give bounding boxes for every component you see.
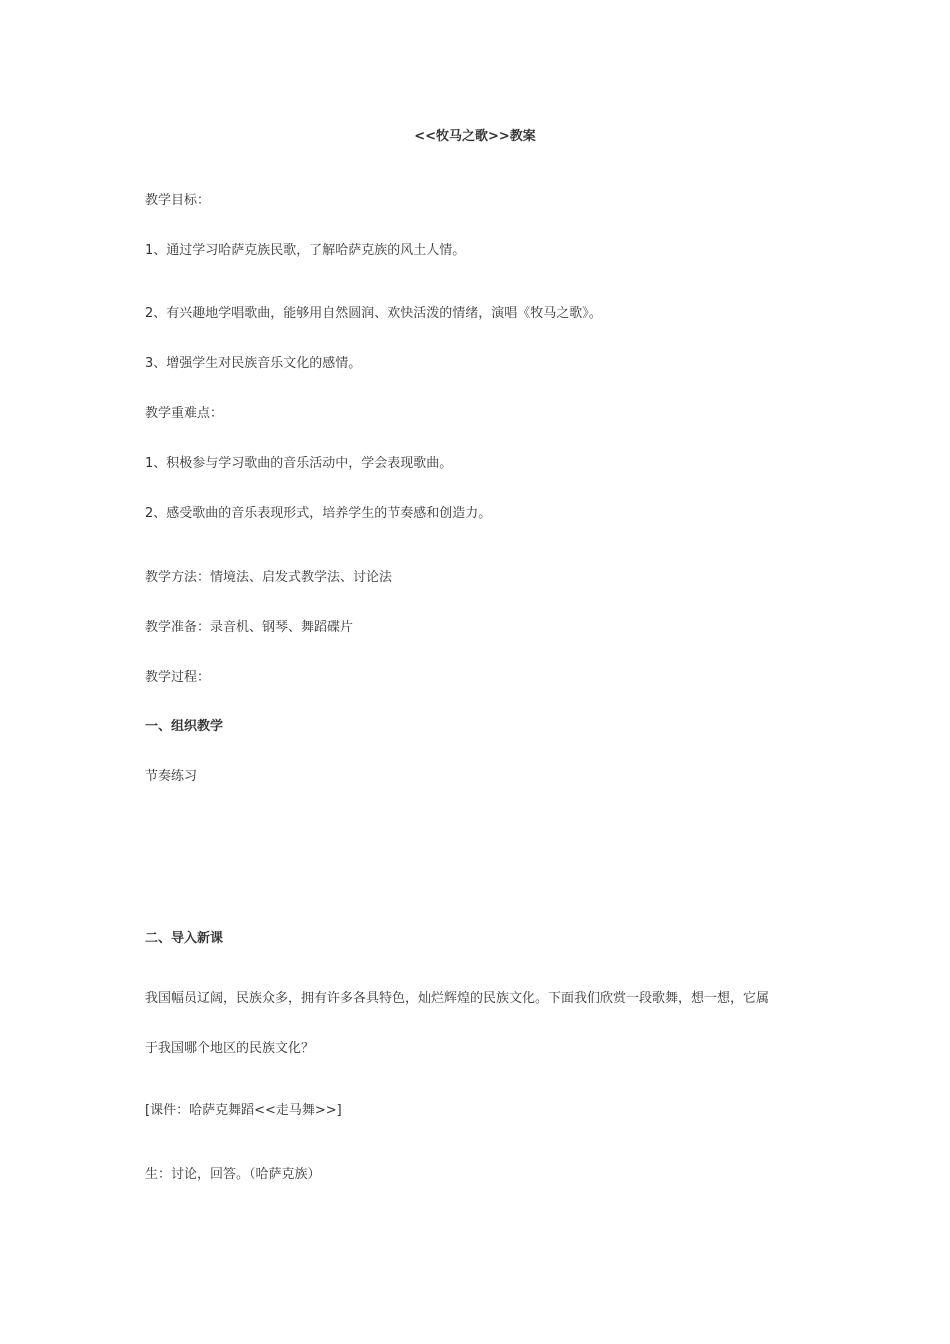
objective-item-1: 1、通过学习哈萨克族民歌，了解哈萨克族的风土人情。	[145, 243, 466, 258]
key-points-heading: 教学重难点：	[145, 406, 224, 421]
section-1-heading: 一、组织教学	[145, 719, 224, 734]
objective-item-2: 2、有兴趣地学唱歌曲，能够用自然圆润、欢快活泼的情绪，演唱《牧马之歌》。	[145, 306, 602, 321]
student-response: 生：讨论，回答。（哈萨克族）	[145, 1167, 321, 1182]
section-2-heading: 二、导入新课	[145, 931, 224, 946]
process-heading: 教学过程：	[145, 670, 211, 685]
document-title: <<牧马之歌>>教案	[414, 129, 536, 144]
section-2-paragraph-line-2: 于我国哪个地区的民族文化？	[145, 1041, 315, 1056]
key-point-item-2: 2、感受歌曲的音乐表现形式，培养学生的节奏感和创造力。	[145, 506, 492, 521]
section-1-text: 节奏练习	[145, 769, 198, 784]
key-point-item-1: 1、积极参与学习歌曲的音乐活动中，学会表现歌曲。	[145, 456, 453, 471]
section-2-paragraph-line-1: 我国幅员辽阔，民族众多，拥有许多各具特色，灿烂辉煌的民族文化。下面我们欣赏一段歌舞，想一想，它属	[145, 991, 770, 1006]
objectives-heading: 教学目标：	[145, 193, 211, 208]
teaching-methods: 教学方法：情境法、启发式教学法、讨论法	[145, 570, 393, 585]
teaching-preparation: 教学准备：录音机、钢琴、舞蹈碟片	[145, 620, 354, 635]
objective-item-3: 3、增强学生对民族音乐文化的感情。	[145, 356, 362, 371]
courseware-note: [课件：哈萨克舞蹈<<走马舞>>]	[145, 1103, 342, 1118]
